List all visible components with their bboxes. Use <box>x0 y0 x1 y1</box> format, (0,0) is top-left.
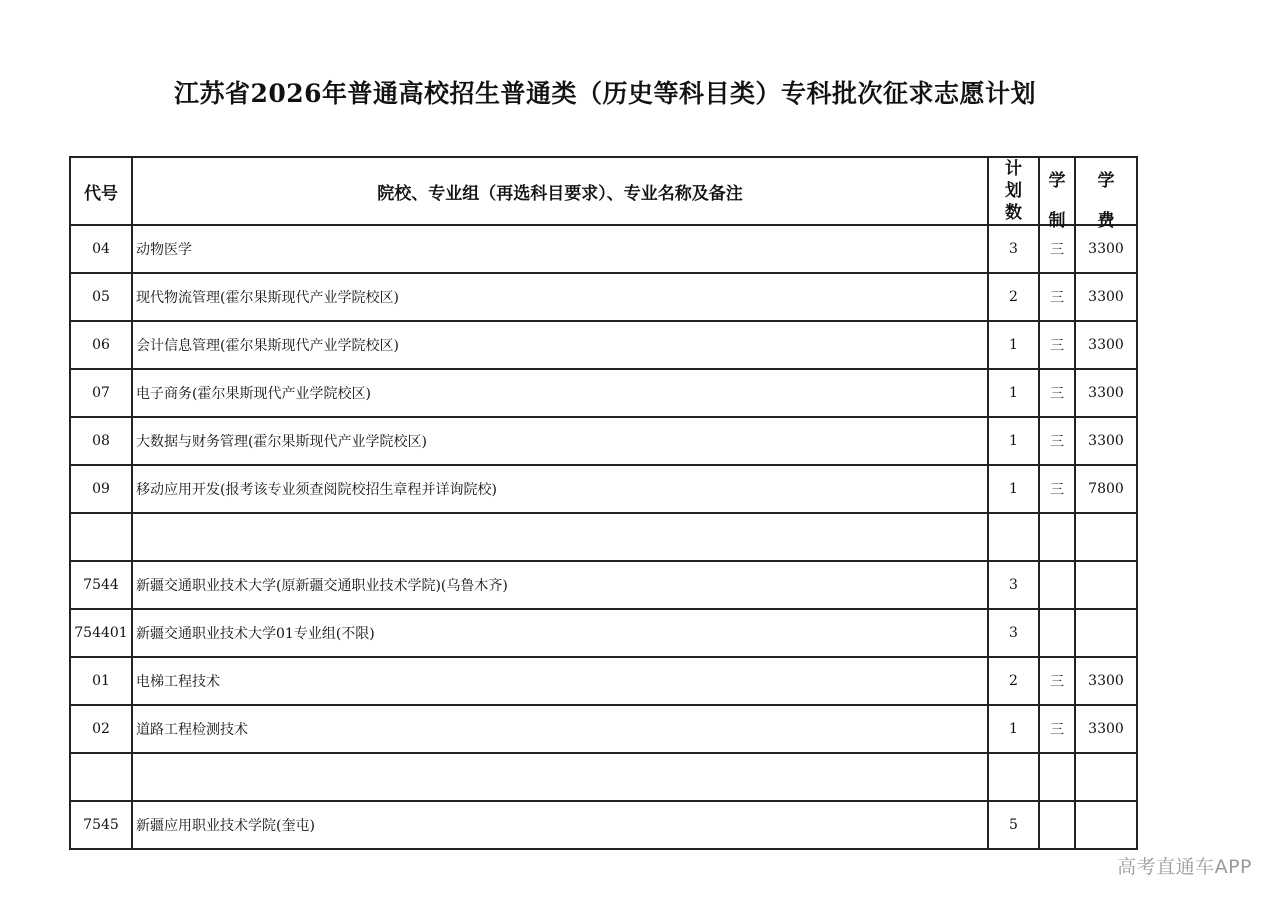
row-name: 动物医学 <box>132 225 988 273</box>
row-fee: 3300 <box>1075 321 1137 369</box>
row-name: 新疆交通职业技术大学01专业组(不限) <box>132 609 988 657</box>
row-code: 06 <box>70 321 132 369</box>
row-plan-count: 1 <box>988 369 1039 417</box>
row-fee: 3300 <box>1075 225 1137 273</box>
row-duration: 三 <box>1039 369 1075 417</box>
row-plan-count: 2 <box>988 273 1039 321</box>
table-row <box>70 225 1137 273</box>
header-code: 代号 <box>70 157 132 225</box>
table-row <box>70 369 1137 417</box>
row-code: 7545 <box>70 801 132 849</box>
row-duration <box>1039 609 1075 657</box>
row-fee: 7800 <box>1075 465 1137 513</box>
table-row <box>70 465 1137 513</box>
plan-table <box>69 156 1138 850</box>
row-code: 02 <box>70 705 132 753</box>
row-duration: 三 <box>1039 273 1075 321</box>
header-plan-count-label: 计划数 <box>1005 159 1022 223</box>
row-name: 新疆交通职业技术大学(原新疆交通职业技术学院)(乌鲁木齐) <box>132 561 988 609</box>
row-plan-count: 1 <box>988 417 1039 465</box>
header-plan-count <box>988 157 1039 225</box>
row-plan-count <box>988 753 1039 801</box>
table-row <box>70 753 1137 801</box>
row-duration: 三 <box>1039 225 1075 273</box>
table-body <box>70 225 1137 849</box>
header-duration-label: 学制 <box>1048 171 1066 231</box>
row-duration <box>1039 513 1075 561</box>
row-name: 大数据与财务管理(霍尔果斯现代产业学院校区) <box>132 417 988 465</box>
row-fee <box>1075 801 1137 849</box>
watermark: 高考直通车APP <box>1117 856 1252 878</box>
row-code: 01 <box>70 657 132 705</box>
row-code: 04 <box>70 225 132 273</box>
row-fee <box>1075 753 1137 801</box>
table-row <box>70 657 1137 705</box>
row-plan-count: 1 <box>988 321 1039 369</box>
row-name: 新疆应用职业技术学院(奎屯) <box>132 801 988 849</box>
table-row <box>70 513 1137 561</box>
row-code: 754401 <box>70 609 132 657</box>
row-fee: 3300 <box>1075 273 1137 321</box>
row-plan-count: 5 <box>988 801 1039 849</box>
row-plan-count: 3 <box>988 225 1039 273</box>
row-code: 05 <box>70 273 132 321</box>
row-fee: 3300 <box>1075 705 1137 753</box>
row-duration: 三 <box>1039 705 1075 753</box>
row-plan-count: 1 <box>988 465 1039 513</box>
row-fee: 3300 <box>1075 417 1137 465</box>
row-plan-count: 3 <box>988 561 1039 609</box>
row-fee <box>1075 609 1137 657</box>
header-fee-label: 学费 <box>1097 171 1115 231</box>
table-row <box>70 705 1137 753</box>
header-name: 院校、专业组（再选科目要求）、专业名称及备注 <box>132 157 988 225</box>
row-duration: 三 <box>1039 321 1075 369</box>
row-duration <box>1039 561 1075 609</box>
table-row <box>70 561 1137 609</box>
row-duration: 三 <box>1039 657 1075 705</box>
row-fee <box>1075 513 1137 561</box>
row-duration <box>1039 801 1075 849</box>
row-name: 现代物流管理(霍尔果斯现代产业学院校区) <box>132 273 988 321</box>
row-code: 7544 <box>70 561 132 609</box>
row-name: 道路工程检测技术 <box>132 705 988 753</box>
row-fee <box>1075 561 1137 609</box>
row-fee: 3300 <box>1075 657 1137 705</box>
row-plan-count: 1 <box>988 705 1039 753</box>
row-name: 移动应用开发(报考该专业须查阅院校招生章程并详询院校) <box>132 465 988 513</box>
document-title: 江苏省2026年普通高校招生普通类（历史等科目类）专科批次征求志愿计划 <box>173 79 1037 108</box>
row-name: 电子商务(霍尔果斯现代产业学院校区) <box>132 369 988 417</box>
row-code: 09 <box>70 465 132 513</box>
table-row <box>70 417 1137 465</box>
row-plan-count: 2 <box>988 657 1039 705</box>
row-name <box>132 513 988 561</box>
row-name: 会计信息管理(霍尔果斯现代产业学院校区) <box>132 321 988 369</box>
table-header-row <box>70 157 1137 225</box>
row-code <box>70 753 132 801</box>
row-code <box>70 513 132 561</box>
row-duration: 三 <box>1039 417 1075 465</box>
row-plan-count: 3 <box>988 609 1039 657</box>
table-row <box>70 609 1137 657</box>
row-duration <box>1039 753 1075 801</box>
header-duration <box>1039 157 1075 231</box>
table-row <box>70 321 1137 369</box>
row-duration: 三 <box>1039 465 1075 513</box>
row-code: 08 <box>70 417 132 465</box>
table-row <box>70 801 1137 849</box>
header-fee <box>1075 157 1137 231</box>
row-plan-count <box>988 513 1039 561</box>
table-row <box>70 273 1137 321</box>
row-code: 07 <box>70 369 132 417</box>
row-name <box>132 753 988 801</box>
row-name: 电梯工程技术 <box>132 657 988 705</box>
row-fee: 3300 <box>1075 369 1137 417</box>
